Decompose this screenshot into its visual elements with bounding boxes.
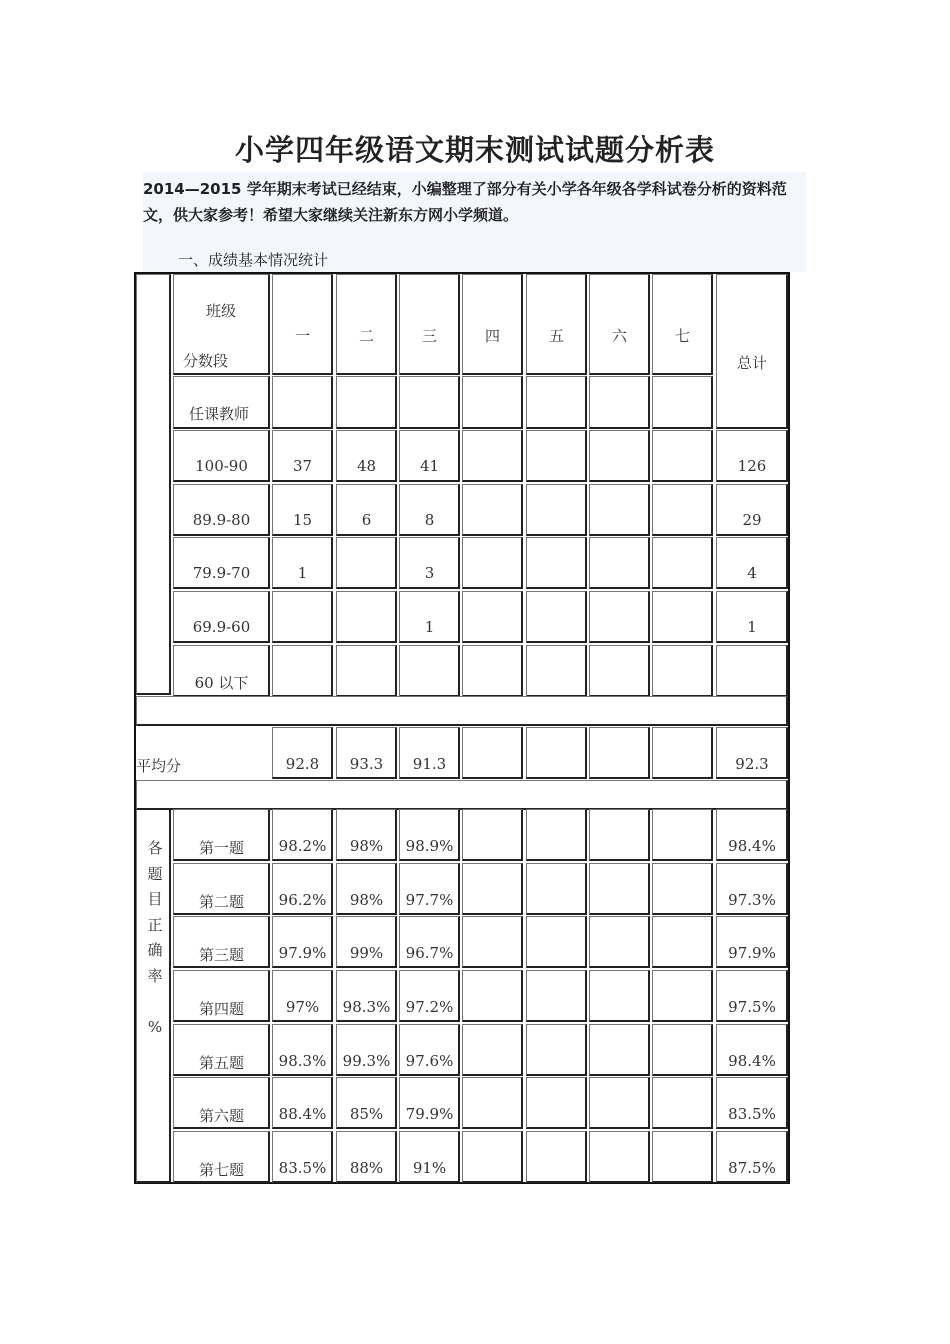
accuracy-value: 96.7% (405, 944, 454, 962)
accuracy-total-value: 87.5% (728, 1159, 776, 1177)
accuracy-cell (652, 970, 713, 1022)
score-count-cell (652, 645, 713, 697)
accuracy-label-char: 目 (147, 890, 163, 908)
question-label: 第三题 (198, 946, 245, 964)
class-header-label-5: 五 (548, 327, 565, 345)
score-total-value: 1 (747, 618, 757, 636)
accuracy-cell (589, 970, 650, 1022)
average-label: 平均分 (136, 757, 182, 775)
score-count-value: 48 (356, 457, 377, 475)
accuracy-value: 99.3% (342, 1052, 391, 1070)
accuracy-total-value: 97.3% (728, 891, 776, 909)
accuracy-total-value: 98.4% (728, 1052, 776, 1070)
accuracy-cell (589, 1077, 650, 1129)
score-count-cell (652, 537, 713, 589)
score-count-cell (272, 645, 333, 697)
teacher-cell-2 (336, 376, 397, 429)
accuracy-cell (589, 1131, 650, 1183)
score-count-value: 8 (424, 511, 435, 529)
score-count-cell (272, 591, 333, 643)
accuracy-cell (526, 970, 587, 1022)
score-count-cell (399, 645, 460, 697)
score-range-label: 100-90 (195, 457, 248, 475)
accuracy-label-char: 确 (147, 941, 163, 959)
accuracy-vertical-label (146, 836, 164, 1040)
score-count-value: 3 (424, 564, 435, 582)
score-count-cell (336, 591, 397, 643)
score-count-cell (526, 430, 587, 482)
accuracy-value: 96.2% (278, 891, 327, 909)
accuracy-total-value: 98.4% (728, 837, 776, 855)
score-total-cell (716, 645, 788, 697)
header-class-label: 班级 (206, 302, 237, 320)
accuracy-value: 97.7% (405, 891, 454, 909)
class-header-label-3: 三 (421, 327, 438, 345)
accuracy-label-char: 率 (147, 966, 163, 985)
average-value: 91.3 (412, 755, 447, 773)
question-label: 第二题 (198, 893, 245, 911)
accuracy-total-value: 97.5% (728, 998, 776, 1016)
accuracy-label-char: 各 (147, 839, 163, 857)
class-header-label-7: 七 (674, 327, 691, 345)
accuracy-cell (462, 1131, 523, 1183)
score-count-cell (589, 591, 650, 643)
accuracy-cell (652, 916, 713, 968)
header-score-label: 分数段 (183, 352, 229, 370)
score-total-value: 4 (747, 564, 757, 582)
separator-row (136, 696, 788, 726)
accuracy-value: 98.3% (278, 1052, 327, 1070)
accuracy-cell (462, 916, 523, 968)
accuracy-cell (652, 863, 713, 915)
teacher-label: 任课教师 (189, 405, 250, 423)
class-header-label-2: 二 (358, 327, 375, 345)
score-range-label: 79.9-70 (192, 564, 251, 582)
accuracy-cell (526, 1077, 587, 1129)
accuracy-cell (526, 809, 587, 861)
accuracy-total-value: 97.9% (728, 944, 776, 962)
accuracy-cell (589, 809, 650, 861)
score-count-cell (462, 484, 523, 536)
accuracy-cell (652, 1077, 713, 1129)
average-value: 92.8 (285, 755, 320, 773)
score-range-label: 69.9-60 (192, 618, 251, 636)
total-header-label: 总计 (736, 354, 768, 372)
teacher-cell-4 (462, 376, 523, 429)
score-count-cell (526, 484, 587, 536)
accuracy-cell (526, 1131, 587, 1183)
teacher-cell-7 (652, 376, 713, 429)
accuracy-cell (652, 1024, 713, 1076)
accuracy-value: 83.5% (278, 1159, 327, 1177)
accuracy-value: 98.9% (405, 837, 454, 855)
score-count-cell (652, 591, 713, 643)
score-count-cell (462, 537, 523, 589)
accuracy-value: 97.9% (278, 944, 327, 962)
accuracy-value: 97.6% (405, 1052, 454, 1070)
score-count-cell (589, 645, 650, 697)
page-title: 小学四年级语文期末测试试题分析表 (234, 133, 715, 167)
accuracy-cell (462, 863, 523, 915)
score-count-cell (589, 484, 650, 536)
accuracy-cell (462, 809, 523, 861)
separator-row (136, 780, 788, 810)
score-count-cell (589, 537, 650, 589)
accuracy-value: 88% (349, 1159, 384, 1177)
average-value: 93.3 (349, 755, 384, 773)
accuracy-cell (589, 1024, 650, 1076)
accuracy-label-char: 正 (147, 915, 163, 934)
score-count-cell (526, 645, 587, 697)
accuracy-cell (589, 863, 650, 915)
accuracy-value: 97.2% (405, 998, 454, 1016)
score-count-cell (526, 591, 587, 643)
average-cell (652, 727, 713, 779)
score-count-cell (652, 484, 713, 536)
teacher-cell-3 (399, 376, 460, 429)
accuracy-value: 79.9% (405, 1105, 454, 1123)
question-label: 第四题 (198, 1000, 245, 1018)
average-cell (462, 727, 523, 779)
score-range-label: 89.9-80 (192, 511, 251, 529)
question-label: 第六题 (198, 1107, 245, 1125)
accuracy-cell (462, 1024, 523, 1076)
score-count-value: 1 (297, 564, 308, 582)
accuracy-cell (462, 970, 523, 1022)
class-header-label-4: 四 (484, 327, 501, 345)
score-count-value: 41 (419, 457, 440, 475)
class-header-label-1: 一 (294, 327, 311, 345)
question-label: 第一题 (198, 839, 245, 857)
left-merged-cell-top (136, 274, 171, 695)
accuracy-value: 98.3% (342, 998, 391, 1016)
accuracy-cell (526, 916, 587, 968)
teacher-cell-5 (526, 376, 587, 429)
accuracy-value: 88.4% (278, 1105, 327, 1123)
accuracy-value: 97% (285, 998, 320, 1016)
score-count-cell (589, 430, 650, 482)
score-count-value: 1 (424, 618, 435, 636)
accuracy-value: 98.2% (278, 837, 327, 855)
score-count-value: 6 (361, 511, 372, 529)
score-total-value: 29 (742, 511, 762, 529)
accuracy-cell (589, 916, 650, 968)
accuracy-cell (526, 863, 587, 915)
score-count-cell (336, 645, 397, 697)
accuracy-value: 99% (349, 944, 384, 962)
score-count-cell (336, 537, 397, 589)
score-count-value: 15 (292, 511, 313, 529)
section-heading: 一、成绩基本情况统计 (178, 251, 329, 269)
teacher-cell-6 (589, 376, 650, 429)
accuracy-label-char: 题 (147, 864, 163, 883)
accuracy-value: 98% (349, 891, 384, 909)
average-cell (589, 727, 650, 779)
score-count-cell (462, 645, 523, 697)
accuracy-label-char: % (147, 1017, 163, 1036)
accuracy-value: 85% (349, 1105, 384, 1123)
accuracy-value: 91% (412, 1159, 447, 1177)
accuracy-label-char (146, 989, 164, 1015)
score-count-cell (526, 537, 587, 589)
accuracy-cell (526, 1024, 587, 1076)
question-label: 第五题 (198, 1054, 245, 1072)
accuracy-total-value: 83.5% (728, 1105, 776, 1123)
teacher-cell-1 (272, 376, 333, 429)
score-count-cell (652, 430, 713, 482)
class-header-label-6: 六 (611, 327, 628, 345)
accuracy-value: 98% (349, 837, 384, 855)
accuracy-cell (652, 1131, 713, 1183)
question-label: 第七题 (198, 1161, 245, 1179)
accuracy-cell (462, 1077, 523, 1129)
score-range-label: 60 以下 (194, 674, 249, 692)
score-count-cell (462, 430, 523, 482)
accuracy-cell (652, 809, 713, 861)
intro-text: 2014—2015 学年期末考试已经结束，小编整理了部分有关小学各年级各学科试卷分析的资料范文，供大家参考！希望大家继续关注新东方网小学频道。 (143, 180, 787, 224)
average-total-value: 92.3 (735, 755, 769, 773)
score-total-value: 126 (737, 457, 767, 475)
score-count-value: 37 (292, 457, 313, 475)
average-cell (526, 727, 587, 779)
score-count-cell (462, 591, 523, 643)
